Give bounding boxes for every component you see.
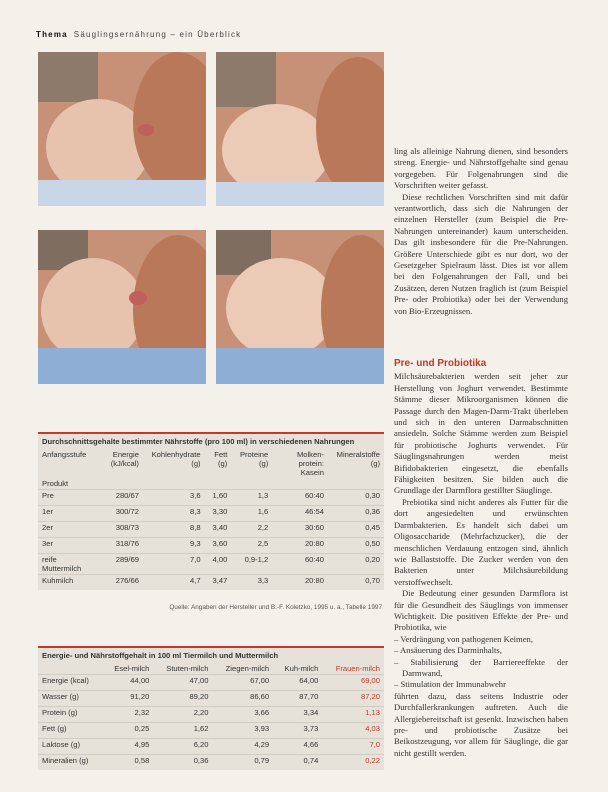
table-cell: 69,00 [322,675,384,691]
table-cell: reife Muttermilch [38,554,95,575]
table-cell: 30:60 [272,522,328,538]
table-cell: Wasser (g) [38,691,103,707]
table-cell: 9,3 [143,538,205,554]
table-cell: 2er [38,522,95,538]
table-cell: 44,00 [103,675,154,691]
table-cell: 2,5 [231,538,272,554]
column-header: Stuten-milch [166,664,209,673]
table-row [38,707,384,723]
table-cell: 60:40 [272,554,328,575]
table-cell: 46:54 [272,506,328,522]
list-item: – Ansäuerung des Darminhalts, [394,645,502,656]
table-cell: 60:40 [272,490,328,506]
section-heading: Pre- und Probiotika [394,358,487,369]
column-header: Ziegen-milch [225,664,270,673]
table-title: Durchschnittsgehalte bestimmter Nährstoffe (pro 100 ml) in verschiedenen Nahrungen [38,432,384,449]
table-cell: Pre [38,490,95,506]
table-cell: 3,93 [212,723,273,739]
table-cell: 0,30 [328,490,384,506]
table-cell: 0,50 [328,538,384,554]
table-row [38,691,384,707]
column-header [38,663,103,675]
table-cell: Mineralien (g) [38,755,103,771]
table-cell: 1,60 [205,490,232,506]
column-top [394,146,568,317]
table-cell: 300/72 [95,506,143,522]
list-item: – Verdrängung von pathogenen Keimen, [394,633,533,644]
paragraph: Die Bedeutung einer gesunden Darmflora ist für die Gesundheit des Säuglings von immenser Wichtigkeit. Die positiven Effekte der Pre- und Probiotika, wie [394,588,568,633]
table-cell: 87,20 [322,691,384,707]
table-cell: 4,66 [273,739,322,755]
table-cell: 1er [38,506,95,522]
table-source: Quelle: Angaben der Hersteller und B.-F. Koletzko, 1995 u. a., Tabelle 1997 [169,604,382,611]
table-cell: 64,00 [273,675,322,691]
nutrient-table-grid [38,449,384,590]
column-header: Kohlenhydrate (g) [151,450,201,468]
table-cell: 2,20 [153,707,212,723]
table-cell: Protein (g) [38,707,103,723]
table-row [38,739,384,755]
paragraph: führten dazu, dass seitens Industrie oder Durchfallerkrankungen auftreten. Auch die Allergiebereitschaft ist gesenkt. Inzwischen haben pre- und probiotische Zusätze bei Beikostzeugung, vor allem für Säuglinge, die gar nicht gestillt werden. [394,690,568,758]
table-header-row [38,449,384,478]
nutrient-table [38,432,384,590]
table-cell: 3,73 [273,723,322,739]
table-cell: 6,20 [153,739,212,755]
table-header-row [38,663,384,675]
column-header: Kuh-milch [284,664,319,673]
table-cell: 0,58 [103,755,154,771]
column-header: Molken-protein: Kasein [296,450,324,477]
column-header: Energie (kJ/kcal) [110,450,139,468]
table-cell: 4,7 [143,575,205,591]
table-cell: 67,00 [212,675,273,691]
column-header: Anfangsstufe [42,450,87,459]
table-cell: 3,6 [143,490,205,506]
table-cell: 7,0 [143,554,205,575]
list-item: – Stimulation der Immunabwehr [394,679,506,690]
table-cell: 4,03 [322,723,384,739]
table-cell: 1,62 [153,723,212,739]
table-cell: 7,0 [322,739,384,755]
table-cell: 3,40 [205,522,232,538]
table-cell: 0,20 [328,554,384,575]
table-cell: 1,13 [322,707,384,723]
column-header: Proteine (g) [239,450,269,468]
table-cell: 0,25 [103,723,154,739]
milk-table-grid [38,663,384,770]
table-title: Energie- und Nährstoffgehalt in 100 ml Tiermilch und Muttermilch [38,646,384,663]
probiotics-section [394,354,568,759]
table-cell: 87,70 [273,691,322,707]
table-cell: 280/67 [95,490,143,506]
table-cell: 91,20 [103,691,154,707]
table-cell: 3,66 [212,707,273,723]
baby-photo-3 [38,230,206,384]
table-cell: Energie (kcal) [38,675,103,691]
table-cell: 89,20 [153,691,212,707]
column-header: Frauen-milch [335,664,380,673]
table-cell: 0,22 [322,755,384,771]
table-row [38,506,384,522]
table-cell: 0,45 [328,522,384,538]
table-cell: 0,9-1,2 [231,554,272,575]
table-cell: 2,32 [103,707,154,723]
table-cell: 1,6 [231,506,272,522]
table-cell: Fett (g) [38,723,103,739]
section-label: Thema [36,30,68,39]
table-row [38,575,384,591]
table-cell: 3,34 [273,707,322,723]
paragraph: Diese rechtlichen Vorschriften sind mit dafür verantwortlich, dass sich die Nahrungen der einzelnen Hersteller (zum Beispiel die Pre-Nahrungen untereinander) kaum unterscheiden. Das gilt insbesondere für die Pre-Nahrungen. Größere Unterschiede gibt es nur dort, wo der Gesetzgeber Spielraum lässt. Dies ist vor allem bei den Folgenahrungen der Fall, und bei Zusätzen, deren Nutzen fraglich ist (zum Beispiel Pre- oder Probiotika) oder bei der Verwendung von Bio-Erzeugnissen. [394,191,568,316]
table-cell: Laktose (g) [38,739,103,755]
table-cell: 8,3 [143,506,205,522]
table-cell: 289/69 [95,554,143,575]
table-cell: 1,3 [231,490,272,506]
table-cell: 3er [38,538,95,554]
table-cell: 2,2 [231,522,272,538]
table-cell: 0,74 [273,755,322,771]
table-row [38,490,384,506]
paragraph: Prebiotika sind nicht anderes als Futter für die dort angesiedelten und erwünschten Darmbakterien. Es handelt sich dabei um Oligosaccharide (Mehrfachzucker), die der menschlichen Verdauung entzogen sind, ähnlich wie Ballaststoffe. Die Zucker werden von den Bakterien unter Milchsäurebildung verstoffwechselt. [394,496,568,587]
table-cell: 3,47 [205,575,232,591]
table-cell: 0,79 [212,755,273,771]
column-header: Esel-milch [114,664,150,673]
table-row [38,675,384,691]
table-cell: 0,36 [153,755,212,771]
table-cell: 3,3 [231,575,272,591]
table-cell: 20:80 [272,538,328,554]
table-cell: 0,36 [328,506,384,522]
column-header: Mineralstoffe (g) [336,450,380,468]
paragraph: Milchsäurebakterien werden seit jeher zur Herstellung von Joghurt verwendet. Bestimmte Stämme dieser Mikroorganismen können die Passage durch den Magen-Darm-Trakt überleben und sich in den unteren Darmabschnitten ansiedeln. Solche Stämme werden zum Beispiel für probiotische Joghurts verwendet. Für Säuglingsnahrungen werden meist Bifidobakterien eingesetzt, die ebenfalls Fähigkeiten besitzen. Sie bilden auch die Grundlage der Darmflora gestillter Säuglinge. [394,371,568,496]
table-cell: 308/73 [95,522,143,538]
table-cell: 318/76 [95,538,143,554]
table-subhead: Produkt [42,479,69,488]
table-cell: Kuhmilch [38,575,95,591]
table-cell: 276/66 [95,575,143,591]
table-row [38,538,384,554]
page-header [36,30,241,39]
table-cell: 3,60 [205,538,232,554]
table-cell: 4,95 [103,739,154,755]
table-cell: 8,8 [143,522,205,538]
baby-photo-2 [216,52,384,206]
baby-photo-4 [216,230,384,384]
table-cell: 20:80 [272,575,328,591]
effects-list [394,634,568,691]
table-cell: 47,00 [153,675,212,691]
table-cell: 0,70 [328,575,384,591]
table-row [38,554,384,575]
table-row [38,522,384,538]
table-row [38,723,384,739]
column-header: Fett (g) [214,450,228,468]
table-cell: 4,29 [212,739,273,755]
baby-photo-1 [38,52,206,206]
header-title: Säuglingsernährung – ein Überblick [73,30,242,39]
table-cell: 3,30 [205,506,232,522]
paragraph: ling als alleinige Nahrung dienen, sind besonders streng. Energie- und Nährstoffgehalte sind genau vorgegeben. Für Folgenahrungen sind die Vorschriften weiter gefasst. [394,146,568,191]
list-item: – Stabilisierung der Barriereeffekte der Darmwand, [394,656,568,678]
table-cell: 86,60 [212,691,273,707]
table-row [38,755,384,771]
milk-table [38,646,384,770]
table-cell: 4,00 [205,554,232,575]
